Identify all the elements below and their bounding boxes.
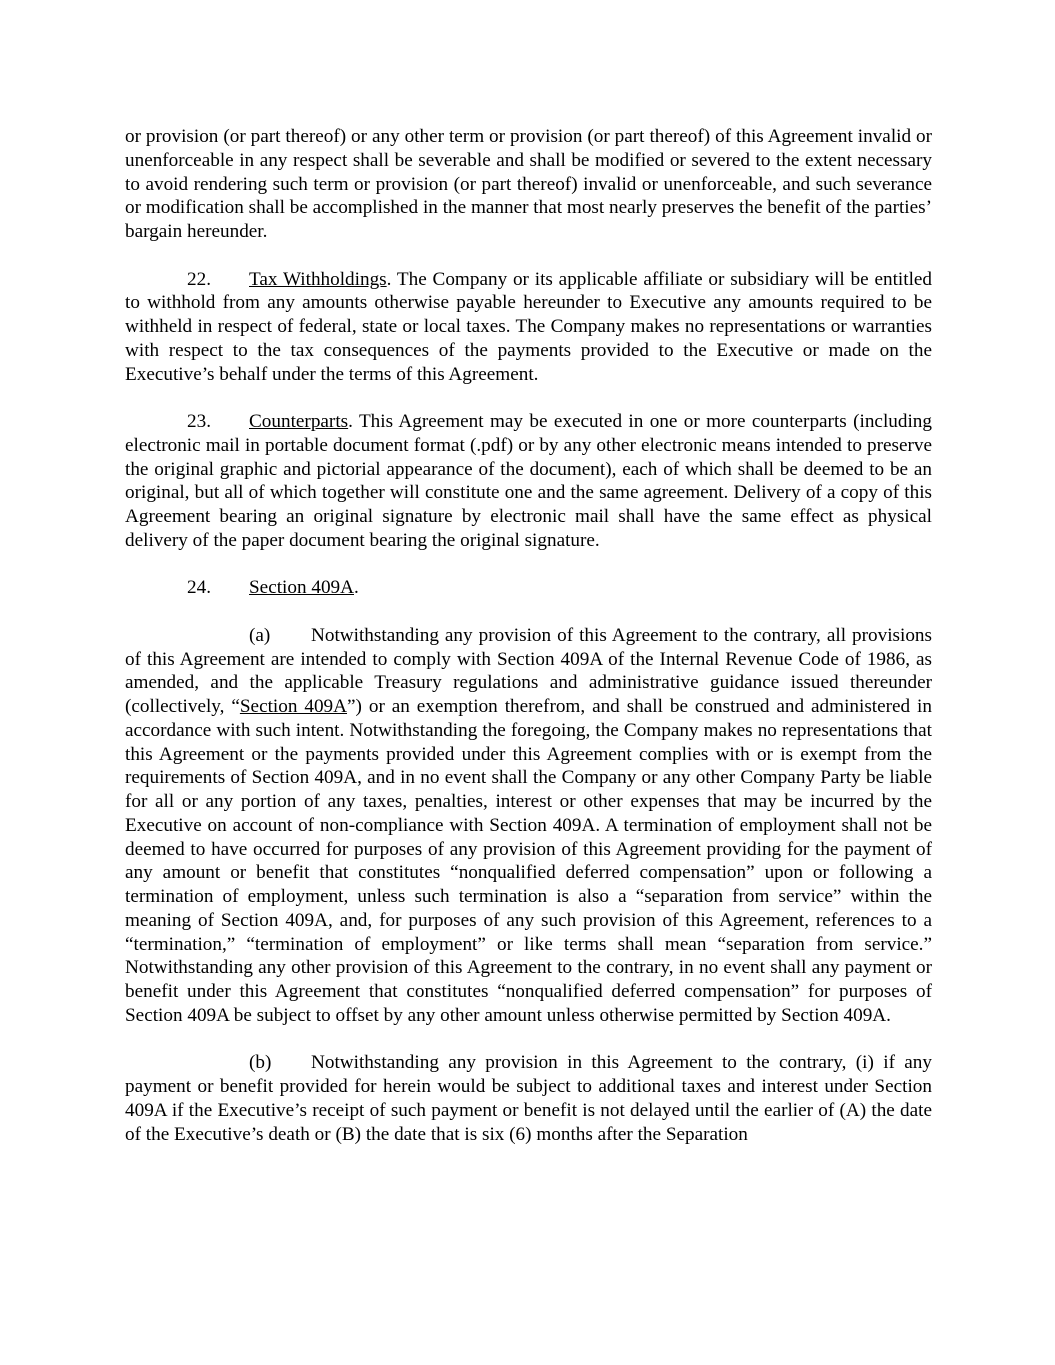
section-24a-label: (a)	[249, 624, 271, 646]
section-22-heading: Tax Withholdings	[249, 268, 387, 290]
section-22-paragraph	[125, 268, 932, 387]
section-24b-label: (b)	[249, 1052, 272, 1074]
section-23-text: . This Agreement may be executed in one or more counterparts (including electronic mail in portable document format (.pdf) or by any other electronic means intended to preserve the original graphic and pictorial appearance of the document), each of which shall be deemed to be an original, but all of which together will constitute one and the same agreement. Delivery of a copy of this Agreement bearing an original signature by electronic mail shall have the same effect as physical delivery of the paper document bearing the original signature.	[125, 411, 932, 551]
paragraph-21-text: or provision (or part thereof) or any other term or provision (or part thereof) of this Agreement invalid or unenforceable in any respect shall be severable and shall be modified or severed to the extent necessary to avoid rendering such term or provision (or part thereof) invalid or unenforceable, and such severance or modification shall be accomplished in the manner that most nearly preserves the benefit of the parties’ bargain hereunder.	[125, 126, 932, 242]
section-24a-defined-term: Section 409A	[239, 696, 348, 717]
section-23-heading: Counterparts	[249, 411, 349, 432]
section-22-number: 22.	[187, 268, 211, 290]
section-24-text: .	[354, 577, 359, 599]
section-24b-paragraph	[125, 1051, 932, 1146]
paragraph-21-continued	[125, 125, 932, 244]
section-24a-text-after: ”) or an exemption therefrom, and shall be construed and administered in accordance with such intent. Notwithstanding the foregoing, the Company makes no representations that this Agreement or the payments provided under this Agreement complies with or is exempt from the requirements of Section 409A, and in no event shall the Company or any other Company Party be liable for all or any portion of any taxes, penalties, interest or other expenses that may be incurred by the Executive on account of non-compliance with Section 409A. A termination of employment shall not be deemed to have occurred for purposes of any provision of this Agreement providing for the payment of any amount or benefit that constitutes “nonqualified deferred compensation” upon or following a termination of employment, unless such termination is also a “separation from service” within the meaning of Section 409A, and, for purposes of any such provision of this Agreement, references to a “termination,” “termination of employment” or like terms shall mean “separation from service.” Notwithstanding any other provision of this Agreement to the contrary, in no event shall any payment or benefit under this Agreement that constitutes “nonqualified deferred compensation” for purposes of Section 409A be subject to offset by any other amount unless otherwise permitted by Section 409A.	[125, 696, 932, 1026]
section-24-paragraph	[125, 576, 932, 600]
section-24a-text-before: Notwithstanding any provision of this Agreement to the contrary, all provisions of this Agreement are intended to comply with Section 409A of the Internal Revenue Code of 1986, as amended, and the applicable Treasury regulations and administrative guidance issued thereunder (collectively, “	[125, 624, 932, 717]
section-24a-paragraph	[125, 624, 932, 1028]
section-24-number: 24.	[187, 577, 211, 599]
section-24b-text: Notwithstanding any provision in this Agreement to the contrary, (i) if any payment or benefit provided for herein would be subject to additional taxes and interest under Section 409A if the Executive’s receipt of such payment or benefit is not delayed until the earlier of (A) the date of the Executive’s death or (B) the date that is six (6) months after the Separation	[125, 1052, 932, 1145]
section-24-heading: Section 409A	[249, 577, 354, 599]
section-22-text: . The Company or its applicable affiliate or subsidiary will be entitled to withhold from any amounts otherwise payable hereunder to Executive any amounts required to be withheld in respect of federal, state or local taxes. The Company makes no representations or warranties with respect to the tax consequences of the payments provided to the Executive or made on the Executive’s behalf under the terms of this Agreement.	[125, 268, 933, 385]
document-page	[125, 125, 932, 1146]
section-23-paragraph	[125, 410, 932, 553]
section-23-number: 23.	[187, 411, 211, 432]
